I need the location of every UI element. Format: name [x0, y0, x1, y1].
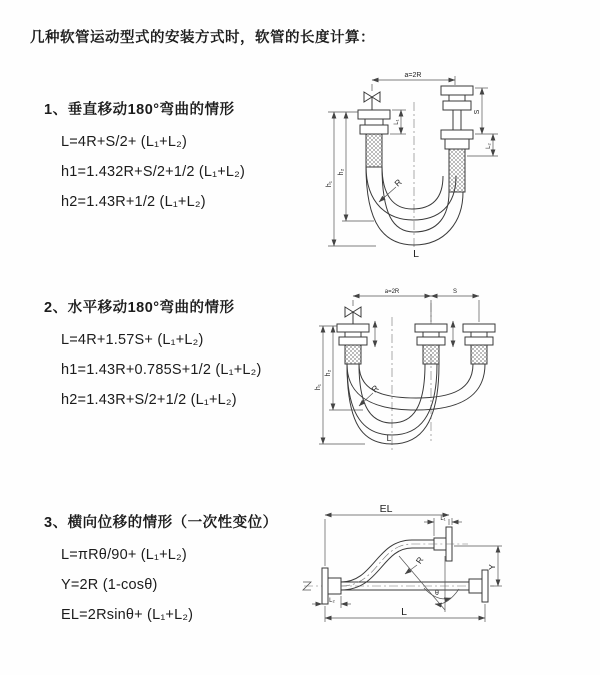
section-horizontal-movement	[44, 296, 262, 415]
section-2-formula-h1: h1=1.43R+0.785S+1/2 (L₁+L₂)	[61, 362, 262, 378]
section-lateral-displacement	[44, 511, 278, 630]
dim-l2-label: L₂	[486, 143, 492, 149]
dim-r-label: R	[392, 177, 404, 189]
dim-h2-label: h₂	[325, 369, 332, 377]
right-fitting	[441, 86, 473, 192]
dim-s-label: S	[452, 289, 458, 295]
right-flange	[469, 570, 488, 602]
left-fitting	[337, 324, 369, 364]
section-1-heading: 1、垂直移动180°弯曲的情形	[44, 102, 235, 118]
dim-a-2r-label: a=2R	[404, 72, 422, 79]
dim-h1-label: h₁	[315, 383, 322, 391]
diagram-lateral-displacement	[296, 498, 594, 648]
section-1-formula-h2: h2=1.43R+1/2 (L₁+L₂)	[61, 194, 206, 210]
section-3-formula-y: Y=2R (1-cosθ)	[61, 577, 158, 593]
dim-l-label: L	[386, 433, 392, 443]
middle-fitting	[415, 324, 447, 364]
dim-r-label: R	[369, 383, 381, 395]
dim-el-label: EL	[379, 503, 393, 515]
section-1-formula-length: L=4R+S/2+ (L₁+L₂)	[61, 134, 187, 150]
left-fitting	[358, 110, 390, 167]
dim-s-label: S	[474, 109, 481, 115]
dim-l2	[312, 596, 351, 608]
dim-r	[405, 555, 425, 574]
dim-y-label: Y	[487, 564, 497, 570]
angle-construction	[399, 556, 459, 612]
dim-a-2r-label: a=2R	[384, 289, 400, 295]
dim-l1-label: L₁	[440, 516, 446, 522]
page-title: 几种软管运动型式的安装方式时，软管的长度计算：	[30, 30, 375, 46]
valve-icon	[345, 307, 361, 324]
dim-theta-label: θ	[435, 590, 439, 597]
dim-r-label: R	[413, 554, 426, 566]
right-fitting	[463, 324, 495, 364]
section-3-heading: 3、横向位移的情形（一次性变位）	[44, 515, 278, 531]
dim-h2-label: h₂	[338, 168, 345, 176]
section-1-formula-h1: h1=1.432R+S/2+1/2 (L₁+L₂)	[61, 164, 246, 180]
section-3-formula-length: L=πRθ/90+ (L₁+L₂)	[61, 547, 187, 563]
section-2-heading: 2、水平移动180°弯曲的情形	[44, 300, 235, 316]
dim-a-2r	[353, 289, 479, 322]
section-vertical-movement	[44, 98, 245, 217]
dim-l-label: L	[401, 606, 407, 618]
hose-curves	[347, 364, 485, 444]
section-3-formula-el: EL=2Rsinθ+ (L₁+L₂)	[61, 607, 194, 623]
dim-l-label: L	[413, 248, 419, 260]
section-2-formula-length: L=4R+1.57S+ (L₁+L₂)	[61, 332, 204, 348]
dim-el	[325, 503, 449, 566]
hose-curves	[366, 166, 463, 245]
dim-s	[474, 88, 498, 134]
section-2-formula-h2: h2=1.43R+S/2+1/2 (L₁+L₂)	[61, 392, 237, 408]
valve-icon	[364, 92, 380, 110]
dim-s	[431, 289, 479, 296]
dim-l1	[424, 516, 462, 536]
diagram-vertical-180-bend	[312, 64, 574, 262]
dim-h1-label: h₁	[326, 180, 333, 188]
diagram-horizontal-180-bend	[303, 283, 589, 463]
dim-l	[325, 604, 485, 622]
dim-l2-label: L₂	[329, 598, 335, 604]
dim-l1	[390, 110, 406, 134]
dim-l1-label: L₁	[394, 119, 400, 125]
